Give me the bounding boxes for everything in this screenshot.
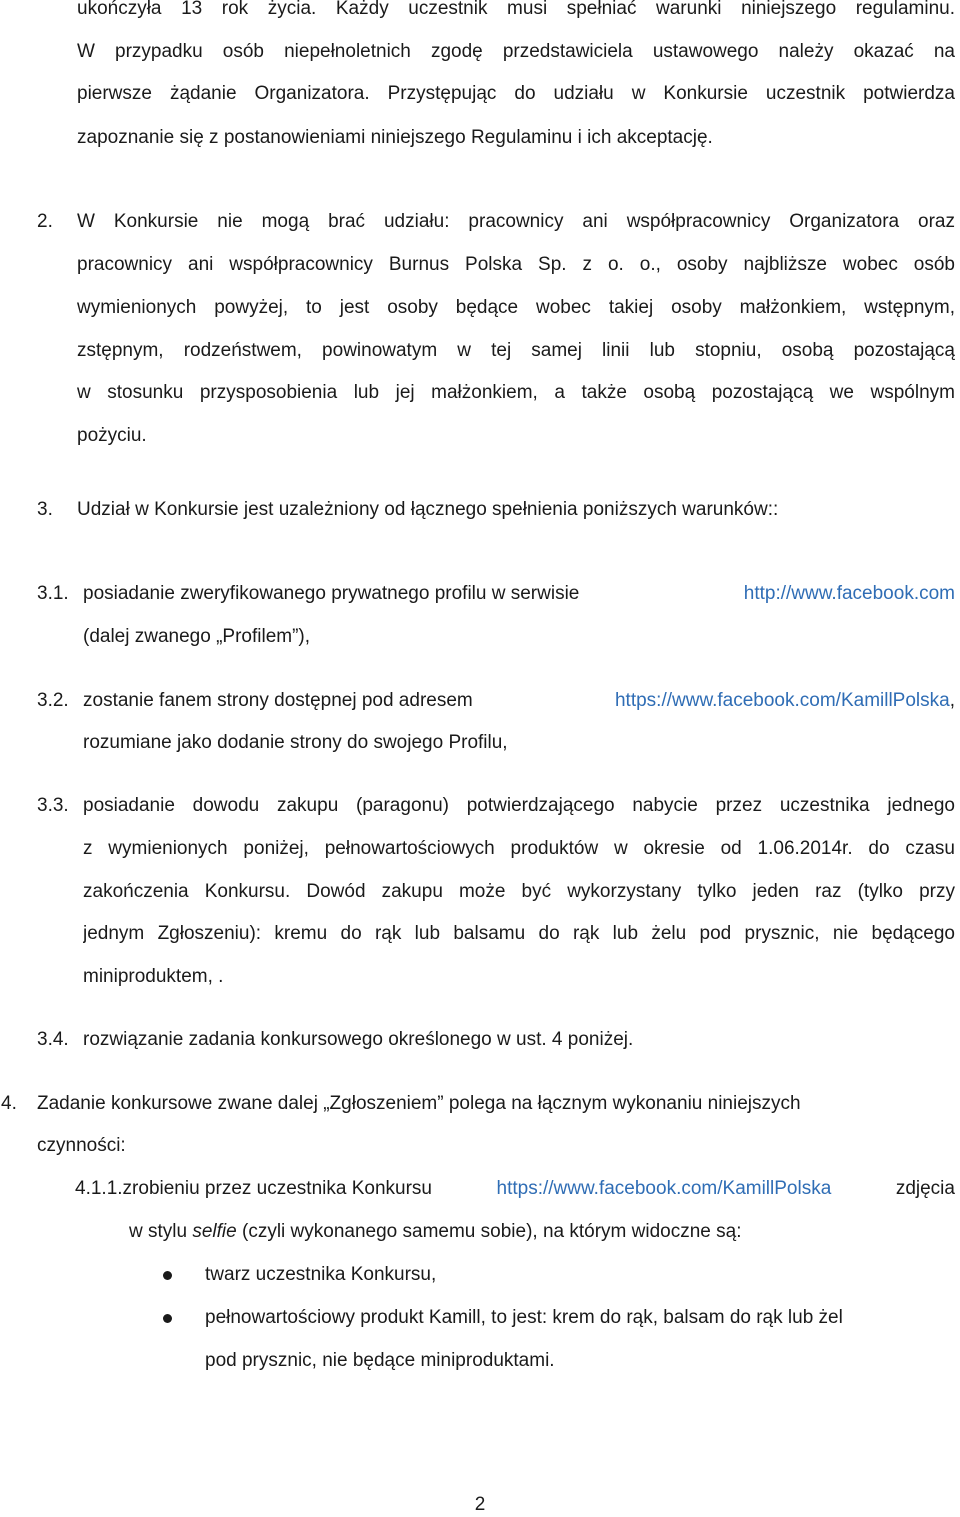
- kamill-page-link[interactable]: https://www.facebook.com/KamillPolska: [614, 690, 950, 711]
- section-number: 2.: [37, 211, 53, 232]
- emphasis-selfie: selfie: [192, 1221, 237, 1242]
- text-line: pracownicy ani współpracownicy Burnus Polska Sp. z o. o., osoby najbliższe wobec osób: [77, 254, 955, 275]
- subsection-number: 3.2.: [37, 690, 69, 711]
- text-fragment: zrobieniu przez uczestnika Konkursu: [122, 1178, 432, 1199]
- text-line: zstępnym, rodzeństwem, powinowatym w tej samej linii lub stopniu, osobą pozostającą: [77, 340, 955, 361]
- list-item: twarz uczestnika Konkursu,: [205, 1264, 437, 1285]
- section-number: 4.: [1, 1093, 17, 1114]
- text-line: rozwiązanie zadania konkursowego określonego w ust. 4 poniżej.: [83, 1029, 634, 1050]
- text-fragment: w stylu: [129, 1221, 193, 1242]
- text-line: W Konkursie nie mogą brać udziału: pracownicy ani współpracownicy Organizatora oraz: [77, 211, 955, 232]
- text-line: Udział w Konkursie jest uzależniony od łącznego spełnienia poniższych warunków::: [77, 499, 779, 520]
- text-fragment: zdjęcia: [895, 1178, 955, 1199]
- text-line: [75, 1177, 955, 1201]
- punctuation: ,: [949, 690, 955, 711]
- text-fragment: zostanie fanem strony dostępnej pod adresem: [83, 690, 473, 711]
- text-line: zakończenia Konkursu. Dowód zakupu może być wykorzystany tylko jeden raz (tylko przy: [83, 881, 955, 902]
- subsection-number: 3.4.: [37, 1029, 69, 1050]
- text-line: miniproduktem, .: [83, 966, 224, 987]
- text-line: zapoznanie się z postanowieniami niniejszego Regulaminu i ich akceptację.: [77, 127, 713, 148]
- subsection-number: 3.3.: [37, 795, 69, 816]
- bullet-icon: [163, 1271, 172, 1280]
- text-line: [129, 1220, 741, 1244]
- kamill-page-link[interactable]: https://www.facebook.com/KamillPolska: [496, 1178, 832, 1199]
- text-line: rozumiane jako dodanie strony do swojego Profilu,: [83, 732, 508, 753]
- text-line: z wymienionych poniżej, pełnowartościowych produktów w okresie od 1.06.2014r. do czasu: [83, 838, 955, 859]
- list-item-continuation: pod prysznic, nie będące miniproduktami.: [205, 1350, 555, 1371]
- text-line: W przypadku osób niepełnoletnich zgodę przedstawiciela ustawowego należy okazać na: [77, 41, 955, 62]
- subsection-number: 4.1.1.: [75, 1178, 123, 1199]
- text-line: Zadanie konkursowe zwane dalej „Zgłoszeniem” polega na łącznym wykonaniu niniejszych: [37, 1093, 801, 1114]
- text-line: czynności:: [37, 1135, 126, 1156]
- text-line: w stosunku przysposobienia lub jej małżonkiem, a także osobą pozostającą we wspólnym: [77, 382, 955, 403]
- text-fragment: (czyli wykonanego samemu sobie), na którym widoczne są:: [236, 1221, 742, 1242]
- text-line: pierwsze żądanie Organizatora. Przystępując do udziału w Konkursie uczestnik potwierdza: [77, 83, 955, 104]
- page-number: 2: [474, 1494, 486, 1515]
- text-line: pożyciu.: [77, 425, 147, 446]
- text-fragment: posiadanie zweryfikowanego prywatnego profilu w serwisie: [83, 583, 580, 604]
- text-line: jednym Zgłoszeniu): kremu do rąk lub balsamu do rąk lub żelu pod prysznic, nie będącego: [83, 923, 955, 944]
- text-line: wymienionych powyżej, to jest osoby będące wobec takiej osoby małżonkiem, wstępnym,: [77, 297, 955, 318]
- bullet-icon: [163, 1314, 172, 1323]
- text-line: [83, 689, 955, 713]
- list-item: pełnowartościowy produkt Kamill, to jest: krem do rąk, balsam do rąk lub żel: [205, 1307, 843, 1328]
- subsection-number: 3.1.: [37, 583, 69, 604]
- facebook-link[interactable]: http://www.facebook.com: [743, 583, 955, 604]
- section-number: 3.: [37, 499, 53, 520]
- text-line: ukończyła 13 rok życia. Każdy uczestnik musi spełniać warunki niniejszego regulaminu.: [77, 0, 955, 19]
- text-line: (dalej zwanego „Profilem”),: [83, 626, 311, 647]
- text-line: [83, 582, 955, 606]
- text-line: posiadanie dowodu zakupu (paragonu) potwierdzającego nabycie przez uczestnika jednego: [83, 795, 955, 816]
